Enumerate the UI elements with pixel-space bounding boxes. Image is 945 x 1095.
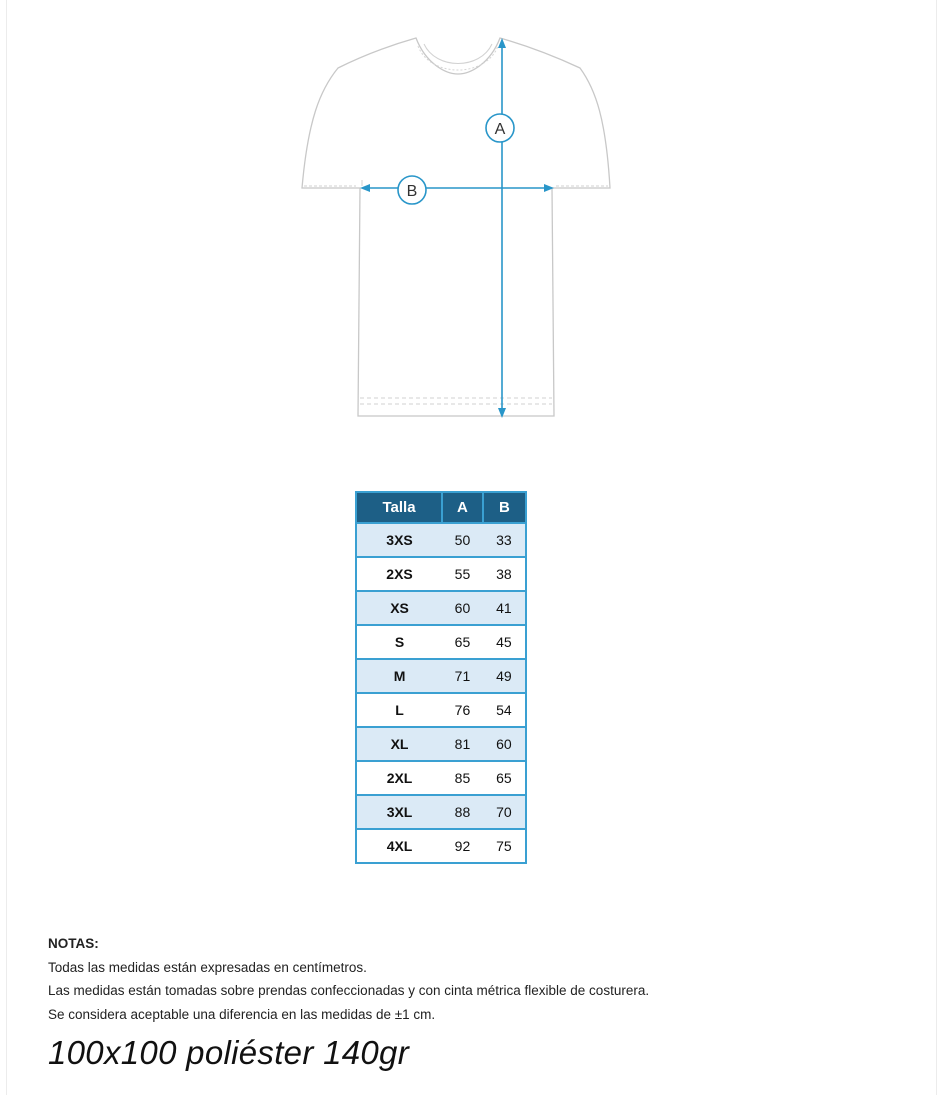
size-cell: 4XL: [356, 829, 442, 863]
label-a: A: [494, 121, 506, 138]
table-row: [356, 761, 526, 795]
header-a: A: [442, 492, 483, 523]
measure-b-arrow: [360, 184, 554, 192]
a-cell: 76: [442, 693, 483, 727]
tshirt-diagram: [290, 28, 630, 428]
b-cell: 65: [483, 761, 526, 795]
tshirt-outline: [302, 38, 610, 416]
b-cell: 54: [483, 693, 526, 727]
notes-section: [48, 932, 649, 1026]
table-row: [356, 557, 526, 591]
b-cell: 38: [483, 557, 526, 591]
size-cell: S: [356, 625, 442, 659]
label-a-badge: [486, 114, 514, 142]
table-row: [356, 625, 526, 659]
notes-line-1: Todas las medidas están expresadas en centímetros.: [48, 959, 367, 975]
table-row: [356, 591, 526, 625]
label-b-badge: [398, 176, 426, 204]
size-cell: L: [356, 693, 442, 727]
b-cell: 33: [483, 523, 526, 557]
collar-seam: [424, 44, 492, 64]
notes-line-2: Las medidas están tomadas sobre prendas confeccionadas y con cinta métrica flexible de costurera.: [48, 983, 650, 998]
a-cell: 71: [442, 659, 483, 693]
a-cell: 81: [442, 727, 483, 761]
header-b: B: [483, 492, 526, 523]
table-row: [356, 795, 526, 829]
b-cell: 60: [483, 727, 526, 761]
a-cell: 85: [442, 761, 483, 795]
notes-line-3: Se considera aceptable una diferencia en las medidas de ±1 cm.: [48, 1006, 436, 1022]
size-cell: 3XL: [356, 795, 442, 829]
measure-a-arrow: [498, 38, 506, 418]
size-cell: XL: [356, 727, 442, 761]
a-cell: 60: [442, 591, 483, 625]
size-cell: M: [356, 659, 442, 693]
size-cell: 3XS: [356, 523, 442, 557]
a-cell: 65: [442, 625, 483, 659]
table-row: [356, 727, 526, 761]
size-cell: 2XS: [356, 557, 442, 591]
a-cell: 55: [442, 557, 483, 591]
size-table: [355, 491, 527, 864]
table-row: [356, 523, 526, 557]
b-cell: 49: [483, 659, 526, 693]
b-cell: 41: [483, 591, 526, 625]
b-cell: 70: [483, 795, 526, 829]
fabric-spec: 100x100 poliéster 140gr: [48, 1034, 409, 1071]
collar-stitch: [418, 46, 498, 70]
table-row: [356, 659, 526, 693]
a-cell: 88: [442, 795, 483, 829]
table-row: [356, 693, 526, 727]
label-b: B: [406, 183, 418, 200]
table-row: [356, 829, 526, 863]
notes-heading: NOTAS:: [48, 936, 99, 951]
b-cell: 75: [483, 829, 526, 863]
a-cell: 92: [442, 829, 483, 863]
a-cell: 50: [442, 523, 483, 557]
size-cell: XS: [356, 591, 442, 625]
header-talla: Talla: [356, 492, 442, 523]
b-cell: 45: [483, 625, 526, 659]
size-cell: 2XL: [356, 761, 442, 795]
table-header-row: [356, 492, 526, 523]
